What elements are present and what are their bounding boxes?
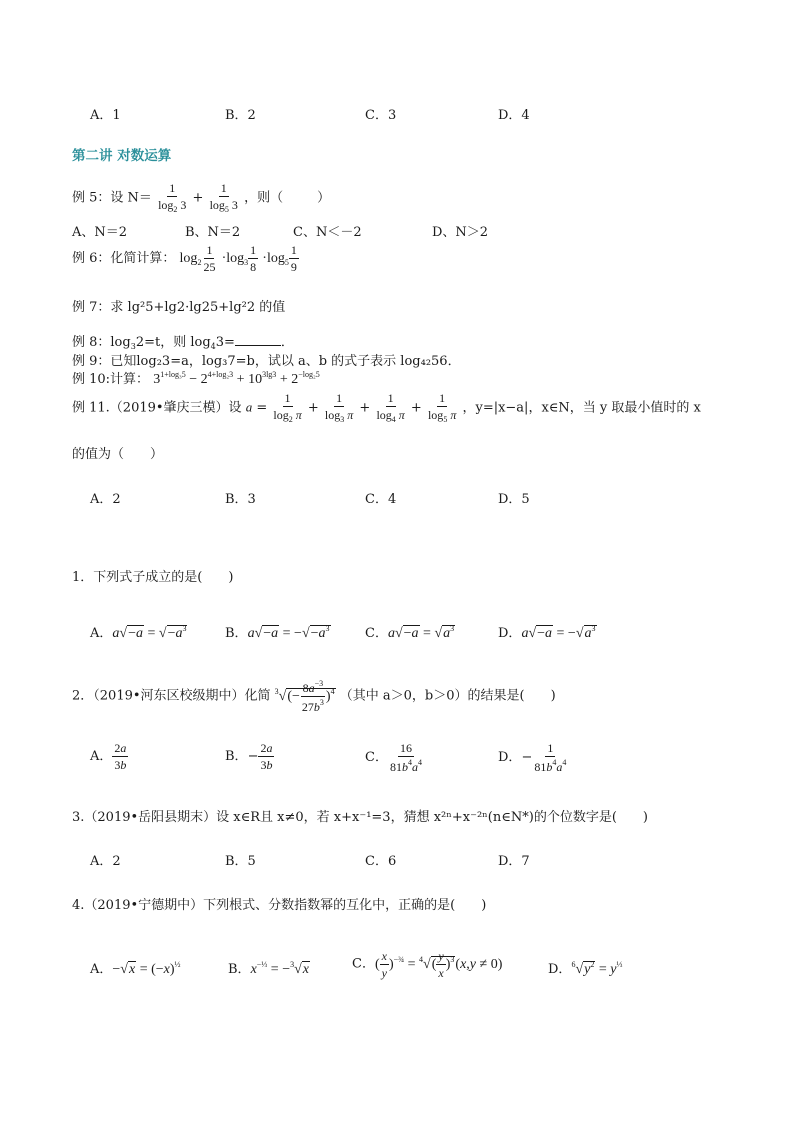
paren-close: ） [150, 447, 164, 462]
ex11-option-c: C．4 [365, 492, 397, 507]
paren-close: ) [481, 898, 487, 913]
q1-option-c: C．$a√-a = √a^3$ [365, 624, 455, 641]
ex11-option-d: D．5 [498, 492, 530, 507]
q4-option-d: D．$^6√y^2 = y^{\frac{1}{3}}$ [548, 960, 623, 977]
option-c: C．3 [365, 108, 397, 123]
example-10: 例 10:计算： $3^{1+log_35} - 2^{4+log_23} + 10^{3lg3} + 2^{-log_25}$ [72, 370, 320, 387]
example-9: 例 9：已知log₂3=a，log₃7=b，试以 a、b 的式子表示 log₄₂56． [72, 354, 461, 369]
option-b: B．2 [225, 108, 256, 123]
paren-close: ） [317, 190, 331, 206]
q1-option-b: B．$a√-a = -√-a^3$ [225, 624, 330, 641]
ex5-option-a: A、N＝2 [72, 225, 128, 240]
ex11-option-a: A．2 [90, 492, 121, 507]
example-5: 例 5：设 N＝ $\frac{1}{\log_2 3}$ + $\frac{1}{\log_5 3}$ ，则（ ） [72, 181, 331, 214]
q2-option-d: D．− $\frac{1}{81b^4a^4}$ [498, 741, 567, 774]
question-2-prefix: 2．（2019•河东区校级期中）化简 [72, 688, 271, 704]
example-8-mid: 2=t，则 log [135, 335, 211, 350]
example-8-end: 3= [215, 335, 235, 350]
q3-option-b: B．5 [225, 854, 256, 869]
q4-option-b: B．$x^{-\frac{1}{3}} = -^3√x$ [228, 960, 309, 977]
example-10-label: 例 10:计算： [72, 372, 150, 387]
q2-option-b: B．− $\frac{2a}{3b}$ [225, 741, 273, 772]
paren-close: ) [228, 570, 234, 585]
q4-option-c: C．( $\frac{x}{y}$ )$^{-\frac{3}{4}}$ = $^4$√( $\frac{y}{x}$ )$^3$(x,y ≠ 0) [352, 949, 503, 980]
question-1-stem: 1．下列式子成立的是( [72, 570, 203, 585]
fraction: $\frac{1}{\log_2 3}$ [158, 181, 187, 214]
option-a: A．1 [90, 108, 121, 123]
paren-close: ) [550, 688, 556, 704]
example-7: 例 7：求 lg²5+lg2·lg25+lg²2 的值 [72, 300, 286, 315]
question-3-stem: 3.（2019•岳阳县期末）设 x∈R且 x≠0，若 x+x⁻¹=3，猜想 x²ⁿ+x⁻²ⁿ(n∈N*)的个位数字是( [72, 810, 617, 825]
q3-option-d: D．7 [498, 854, 530, 869]
example-11-condition: ，y=|x−a|，x∈N，当 y 取最小值时的 x [462, 400, 701, 416]
q2-option-a: A． $\frac{2a}{3b}$ [90, 741, 127, 772]
example-8-label: 例 8：log [72, 335, 131, 350]
ex5-option-c: C、N＜－2 [293, 225, 362, 240]
answer-blank[interactable] [235, 335, 281, 346]
question-2-suffix: （其中 a＞0，b＞0）的结果是( [339, 688, 525, 704]
example-6: 例 6：化简计算： $\log_2$ $\frac{1}{25}$ $\cdot\log_3$ $\frac{1}{8}$ $\cdot\log_5$ $\frac{1}{9}$ [72, 243, 297, 274]
question-4 [72, 894, 486, 913]
example-11: 例 11.（2019•肇庆三模）设 a = $\frac{1}{\log_2 \pi}$ + $\frac{1}{\log_3 \pi}$ + $\frac{1}{\log_4 \pi}$ + $\frac{1}{\log_5 \pi}$ ，y=|x−a|，x∈N，当 y 取最小值时的 x [72, 391, 701, 424]
question-3 [72, 806, 648, 825]
example-11-label: 例 11.（2019•肇庆三模）设 [72, 400, 242, 416]
fraction: $\frac{1}{\log_5 3}$ [209, 181, 238, 214]
q1-option-a: A．$a√-a = √-a^3$ [90, 624, 187, 641]
ex11-option-b: B．3 [225, 492, 256, 507]
ex5-option-d: D、N＞2 [432, 225, 489, 240]
question-4-stem: 4.（2019•宁德期中）下列根式、分数指数幂的互化中，正确的是( [72, 898, 456, 913]
example-5-tail: ，则（ [244, 190, 284, 206]
q3-option-c: C．6 [365, 854, 397, 869]
question-1 [72, 566, 233, 585]
question-2: 2．（2019•河东区校级期中）化简 $^3$√(− $\frac{8a^{-3}}{27b^3}$ )$^4$ （其中 a＞0，b＞0）的结果是( ) [72, 679, 556, 714]
q1-option-d: D．$a√-a = -√a^3$ [498, 624, 596, 641]
example-8: 例 8：$\log_32=t$，则 $\log_43=$ ． [72, 335, 294, 351]
paren-close: ) [642, 810, 648, 825]
option-d: D．4 [498, 108, 530, 123]
q4-option-a: A．$-√x = (-x)^{\frac{1}{2}}$ [90, 960, 181, 977]
ex5-option-b: B、N＝2 [185, 225, 241, 240]
q2-option-c: C． $\frac{16}{81b^4a^4}$ [365, 741, 422, 774]
section-title: 第二讲 对数运算 [72, 148, 172, 164]
example-5-label: 例 5：设 N＝ [72, 190, 152, 206]
example-6-label: 例 6：化简计算： [72, 251, 176, 266]
example-11-line2 [72, 443, 163, 462]
q3-option-a: A．2 [90, 854, 121, 869]
example-11-line2-text: 的值为（ [72, 447, 125, 462]
